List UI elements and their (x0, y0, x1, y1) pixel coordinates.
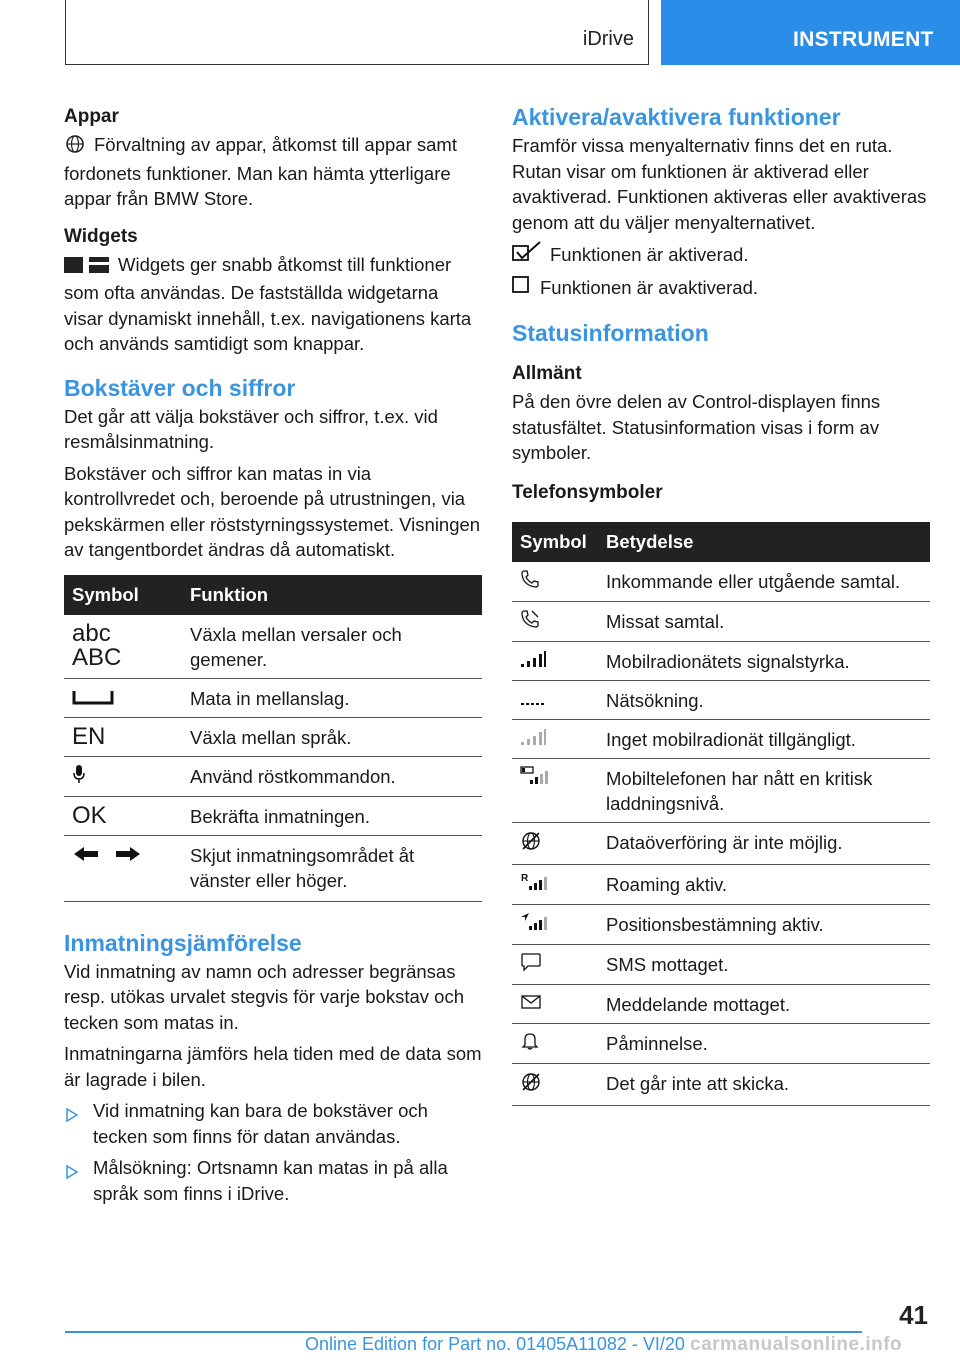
svg-text:R: R (521, 872, 529, 884)
table-row (512, 562, 930, 602)
row-text: Skjut inmatningsområdet åt vänster eller höger. (182, 835, 482, 901)
col-symbol: Symbol (512, 522, 598, 562)
letters-p1: Det går att välja bokstäver och siffror, t.ex. vid resmålsinmatning. (64, 405, 438, 452)
bullet-item: Målsökning: Ortsnamn kan matas in på alla språk som finns i iDrive. (64, 1155, 482, 1206)
right-column (512, 100, 930, 1106)
table-row (64, 615, 482, 679)
compare-p2: Inmatningarna jämförs hela tiden med de data som är lagrade i bilen. (64, 1043, 482, 1090)
language-EN-icon: EN (72, 722, 106, 750)
send-unavailable-icon (520, 1076, 542, 1097)
row-text: Meddelande mottaget. (598, 984, 930, 1023)
table-row (512, 822, 930, 864)
row-text: Dataöverföring är inte möjlig. (598, 822, 930, 864)
abc-ABC-icon: abc ABC (72, 619, 122, 671)
compare-heading: Inmatningsjämförelse (64, 929, 302, 956)
general-text: På den övre delen av Control-displayen finns statusfältet. Statusinformation visas i form av symboler. (512, 391, 881, 463)
widgets-icon (64, 255, 110, 281)
col-function: Funktion (182, 575, 482, 615)
row-text: Växla mellan språk. (182, 717, 482, 756)
row-text: Mobiltelefonen har nått en kritisk laddningsnivå. (598, 758, 930, 822)
roaming-icon (520, 872, 550, 896)
row-text: Mata in mellanslag. (182, 678, 482, 717)
table-row (512, 758, 930, 822)
table-row (512, 984, 930, 1023)
phone-symbols-table (512, 522, 930, 1106)
row-text: Missat samtal. (598, 601, 930, 641)
table-row (512, 904, 930, 944)
letters-table (64, 575, 482, 902)
row-text: Det går inte att skicka. (598, 1063, 930, 1105)
checkbox-checked-icon (512, 241, 542, 267)
activate-heading: Aktivera/avaktivera funktioner (512, 104, 841, 130)
header-section: iDrive (582, 28, 634, 50)
table-header-row (512, 522, 930, 562)
table-row (512, 601, 930, 641)
battery-critical-icon (520, 769, 550, 790)
table-row (512, 719, 930, 758)
phone-heading: Telefonsymboler (512, 481, 663, 503)
row-text: Påminnelse. (598, 1023, 930, 1063)
row-text: Använd röstkommandon. (182, 756, 482, 796)
footer-divider (65, 1331, 862, 1333)
col-symbol: Symbol (64, 575, 182, 615)
row-text: Växla mellan versaler och gemener. (182, 615, 482, 679)
header-section-box (65, 0, 649, 65)
page-number: 41 (899, 1300, 928, 1330)
table-row (64, 835, 482, 901)
row-text: SMS mottaget. (598, 944, 930, 984)
header-chapter-tab (661, 0, 960, 65)
reminder-bell-icon (520, 1034, 540, 1055)
checkbox-unchecked-icon (512, 274, 532, 300)
table-header-row (64, 575, 482, 615)
positioning-icon (520, 915, 550, 936)
checked-item: Funktionen är aktiverad. (512, 241, 930, 267)
ok-icon: OK (72, 801, 107, 829)
table-row (64, 717, 482, 756)
letters-heading: Bokstäver och siffror (64, 374, 296, 401)
network-search-icon (520, 690, 546, 711)
letters-p2: Bokstäver och siffror kan matas in via kontrollvredet och, beroende på utrustningen, via pekskärmen eller röststyrningssystemet. Visningen av tangentbordet ändras då automatiskt. (64, 462, 481, 560)
table-row (512, 1063, 930, 1105)
table-row (512, 864, 930, 904)
signal-strength-icon (520, 651, 546, 672)
table-row (512, 680, 930, 719)
activate-text: Framför vissa menyalternativ finns det en ruta. Rutan visar om funktionen är aktiverad eller avaktiverad. Funktionen aktiveras eller avaktiveras genom att du väljer menyalternativet. (512, 135, 927, 233)
table-row (64, 756, 482, 796)
row-text: Inkommande eller utgående samtal. (598, 562, 930, 602)
bullet-item: Vid inmatning kan bara de bokstäver och tecken som finns för datan användas. (64, 1098, 482, 1149)
row-text: Positionsbestämning aktiv. (598, 904, 930, 944)
arrows-left-right-icon (72, 845, 142, 866)
row-text: Nätsökning. (598, 680, 930, 719)
row-text: Bekräfta inmatningen. (182, 796, 482, 835)
left-column (64, 100, 482, 1212)
phone-call-icon (520, 572, 540, 593)
missed-call-icon (520, 612, 540, 633)
row-text: Mobilradionätets signalstyrka. (598, 641, 930, 680)
appar-text: Förvaltning av appar, åtkomst till appar samt fordonets funktioner. Man kan hämta ytterligare appar från BMW Store. (64, 134, 457, 209)
table-row (64, 678, 482, 717)
apps-icon (64, 134, 86, 161)
table-row (512, 944, 930, 984)
row-text: Roaming aktiv. (598, 864, 930, 904)
bullet-triangle-icon (66, 1160, 78, 1186)
sms-icon (520, 955, 542, 976)
row-text: Inget mobilradionät tillgängligt. (598, 719, 930, 758)
space-bar-icon (72, 688, 114, 709)
watermark: carmanualsonline.info (690, 1334, 903, 1355)
microphone-icon (72, 767, 86, 788)
table-row (512, 1023, 930, 1063)
table-row (64, 796, 482, 835)
unchecked-item: Funktionen är avaktiverad. (512, 274, 930, 300)
table-row (512, 641, 930, 680)
widgets-text: Widgets ger snabb åtkomst till funktioner som ofta användas. De fastställda widgetarna visar dynamiskt innehåll, t.ex. navigationens karta och används samtidigt som knappar. (64, 253, 472, 354)
compare-p1: Vid inmatning av namn och adresser begränsas resp. utökas urvalet stegvis för varje bokstav och tecken som matas in. (64, 960, 464, 1033)
appar-heading: Appar (64, 106, 119, 127)
no-network-icon (520, 729, 546, 750)
header-chapter: INSTRUMENT (793, 28, 934, 51)
bullet-triangle-icon (66, 1103, 78, 1129)
data-unavailable-icon (520, 835, 542, 856)
col-meaning: Betydelse (598, 522, 930, 562)
widgets-heading: Widgets (64, 225, 138, 247)
message-envelope-icon (520, 994, 542, 1015)
footer-edition: Online Edition for Part no. 01405A11082 - VI/20 (305, 1334, 685, 1354)
general-heading: Allmänt (512, 363, 582, 384)
status-heading: Statusinformation (512, 320, 709, 346)
